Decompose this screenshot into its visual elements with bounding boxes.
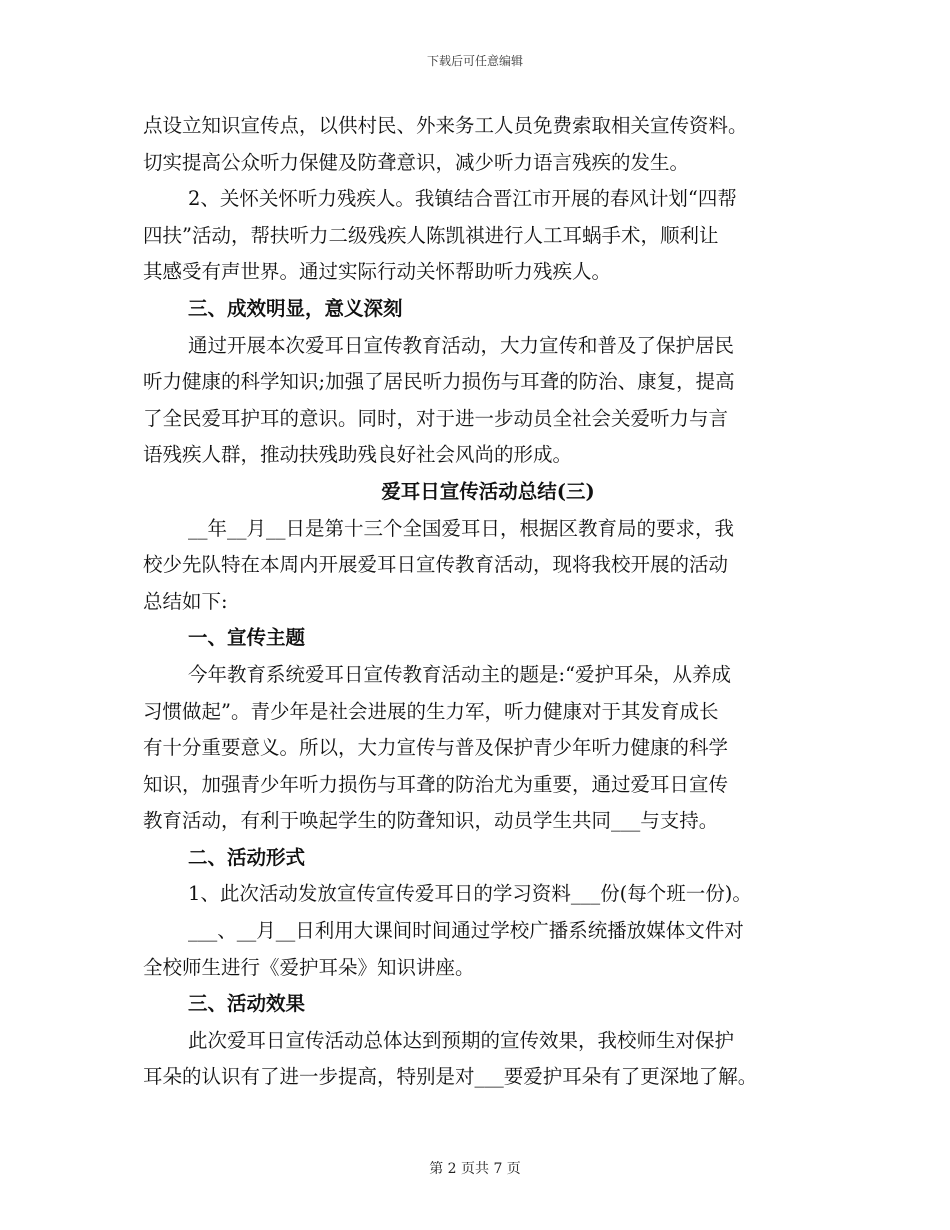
text-line: __年__月__日是第十三个全国爱耳日，根据区教育局的要求，我 [188,516,735,540]
text-line: 点设立知识宣传点，以供村民、外来务工人员免费索取相关宣传资料。 [143,114,748,137]
page-header: 下载后可任意编辑 [426,54,523,68]
document-body [143,108,833,1096]
text-line: 教育活动，有利于唤起学生的防聋知识，动员学生共同___与支持。 [143,809,719,833]
text-line: 切实提高公众听力保健及防聋意识，减少听力语言残疾的发生。 [143,150,690,174]
text-line: 习惯做起”。青少年是社会进展的生力军，听力健康对于其发育成长 [143,699,719,723]
text-line: 校少先队特在本周内开展爱耳日宣传教育活动，现将我校开展的活动 [143,553,729,577]
text-line: 总结如下: [143,589,228,613]
text-line: 其感受有声世界。通过实际行动关怀帮助听力残疾人。 [143,260,612,284]
text-line: 全校师生进行《爱护耳朵》知识讲座。 [143,955,475,979]
section-heading: 一、宣传主题 [188,626,306,650]
text-line: 四扶”活动，帮扶听力二级残疾人陈凯祺进行人工耳蜗手术，顺利让 [143,223,719,247]
text-line: ___、__月__日利用大课间时间通过学校广播系统播放媒体文件对 [188,919,744,943]
text-line: 今年教育系统爱耳日宣传教育活动主的题是:“爱护耳朵，从养成 [188,662,732,686]
text-line: 知识，加强青少年听力损伤与耳聋的防治尤为重要，通过爱耳日宣传 [143,772,729,796]
text-line: 了全民爱耳护耳的意识。同时，对于进一步动员全社会关爱听力与言 [143,406,729,430]
text-line: 2、关怀关怀听力残疾人。我镇结合晋江市开展的春风计划“四帮 [188,187,737,211]
text-line: 听力健康的科学知识;加强了居民听力损伤与耳聋的防治、康复，提高 [143,370,735,394]
text-line: 语残疾人群，推动扶残助残良好社会风尚的形成。 [143,443,573,467]
section-heading: 三、活动效果 [188,992,306,1016]
text-line: 通过开展本次爱耳日宣传教育活动，大力宣传和普及了保护居民 [188,333,735,357]
section-heading: 三、成效明显，意义深刻 [188,296,403,320]
page-footer: 第 2 页共 7 页 [429,1161,521,1177]
section-heading: 二、活动形式 [188,845,306,869]
text-line: 此次爱耳日宣传活动总体达到预期的宣传效果，我校师生对保护 [188,1028,735,1052]
text-line: 1、此次活动发放宣传宣传爱耳日的学习资料___份(每个班一份)。 [188,882,752,906]
text-line: 耳朵的认识有了进一步提高，特别是对___要爱护耳朵有了更深地了解。 [143,1065,758,1089]
section-title: 爱耳日宣传活动总结(三) [381,479,595,503]
text-line: 有十分重要意义。所以，大力宣传与普及保护青少年听力健康的科学 [143,736,729,760]
